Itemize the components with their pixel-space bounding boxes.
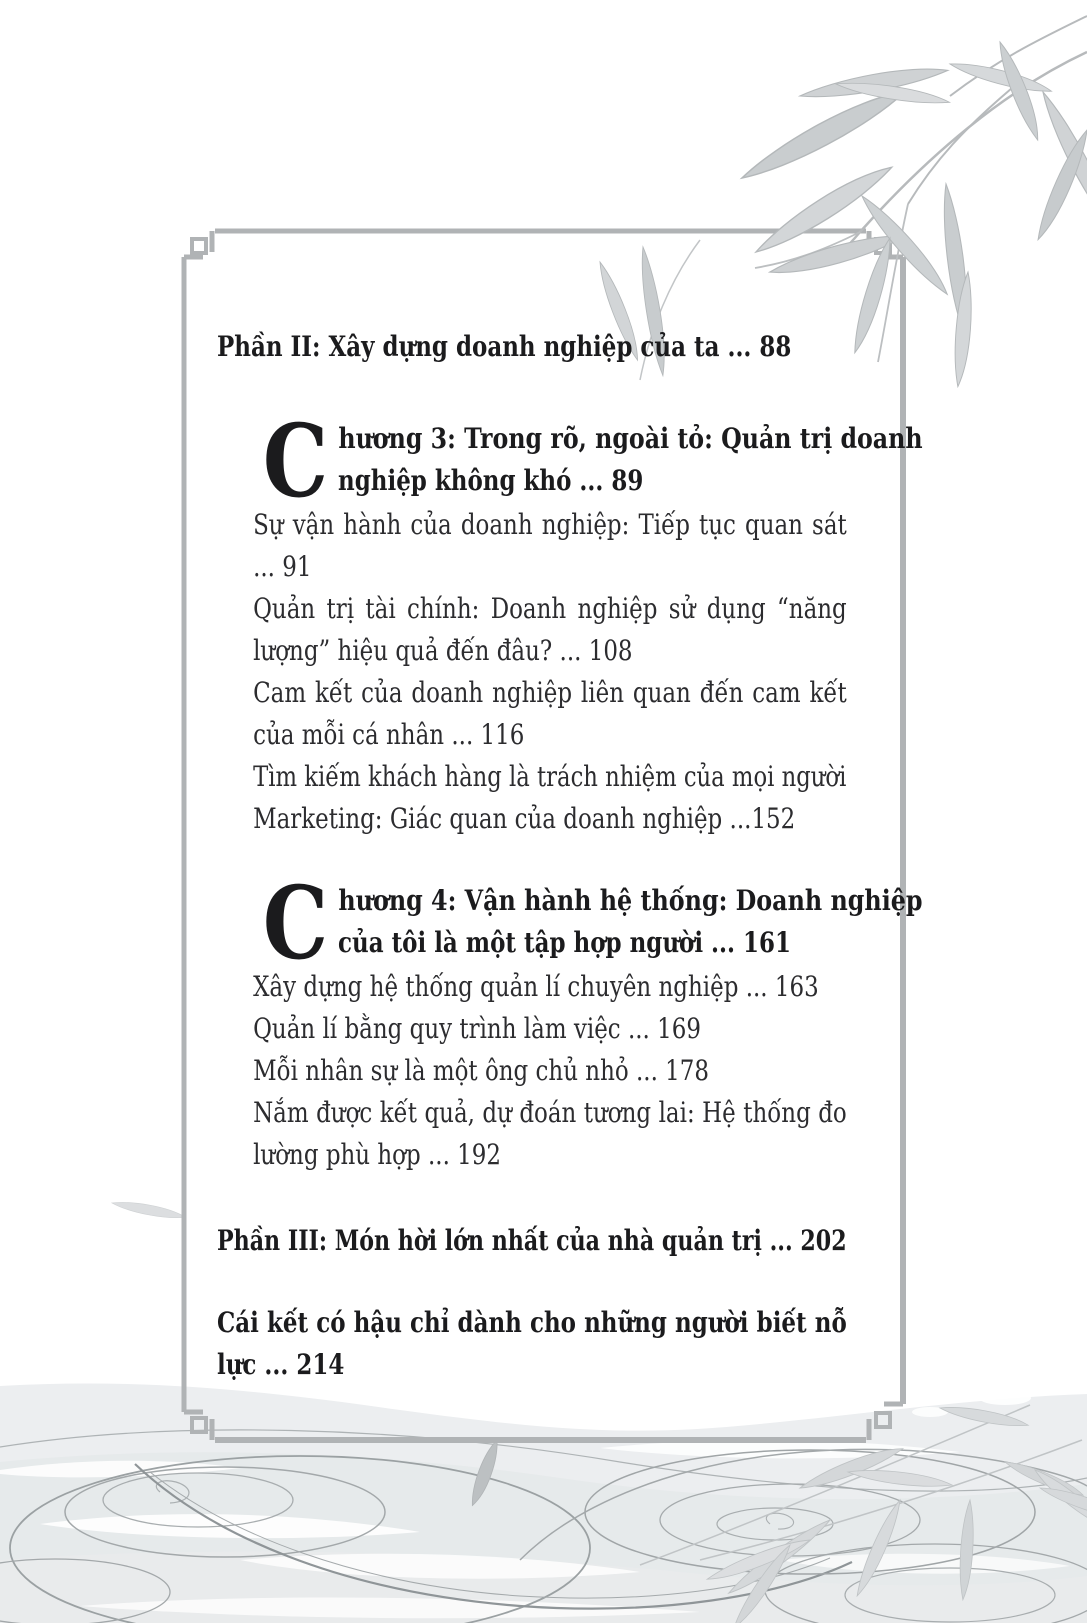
part-iii-heading: [217, 1220, 847, 1262]
chapter-3-title-line2: nghiệp không khó ... 89: [338, 464, 644, 497]
chapter-4-title-line2: của tôi là một tập hợp người ... 161: [338, 926, 791, 959]
chapter-3-heading: [262, 402, 923, 520]
chapter-3-dropcap: C: [262, 402, 329, 520]
floating-leaf: [111, 1197, 186, 1222]
chapter-4-dropcap: C: [262, 864, 329, 982]
table-of-contents: [217, 326, 923, 1414]
chapter-4-heading: [262, 864, 923, 982]
toc-entry-marketing: Marketing: Giác quan của doanh nghiệp ...152: [253, 802, 796, 835]
chapter-3-title-line1-text: hương 3: Trong rõ, ngoài tỏ: Quản trị doanh: [338, 422, 923, 455]
part-iii-heading-text: Phần III: Món hời lớn nhất của nhà quản trị ... 202: [217, 1224, 847, 1257]
toc-entry-commitment: Cam kết của doanh nghiệp liên quan đến cam kết của mỗi cá nhân ... 116: [253, 676, 847, 751]
frame-corner-square: [192, 239, 206, 253]
water-highlight: [979, 1391, 1031, 1405]
chapter-4-title-line1: [263, 880, 923, 922]
toc-entry-customers-text: Tìm kiếm khách hàng là trách nhiệm của mọi người: [253, 760, 847, 793]
toc-entry-process: Quản lí bằng quy trình làm việc ... 169: [253, 1012, 701, 1045]
toc-entry-staff: Mỗi nhân sự là một ông chủ nhỏ ... 178: [253, 1054, 709, 1087]
toc-entry-customers: [253, 756, 847, 798]
toc-entry-measurement: Nắm được kết quả, dự đoán tương lai: Hệ thống đo lường phù hợp ... 192: [253, 1096, 847, 1171]
part-ii-heading: Phần II: Xây dựng doanh nghiệp của ta ... 88: [217, 330, 792, 363]
toc-entry-finance: Quản trị tài chính: Doanh nghiệp sử dụng “năng lượng” hiệu quả đến đâu? ... 108: [253, 592, 847, 667]
bamboo-leaf: [1031, 127, 1087, 242]
chapter-4-title-line1-text: hương 4: Vận hành hệ thống: Doanh nghiệp: [338, 884, 923, 917]
toc-entry-system: Xây dựng hệ thống quản lí chuyên nghiệp ... 163: [253, 970, 819, 1003]
ending-heading: Cái kết có hậu chỉ dành cho những người biết nỗ lực ... 214: [217, 1306, 847, 1381]
chapter-3-title-line1: [263, 418, 923, 460]
toc-entry-operations: Sự vận hành của doanh nghiệp: Tiếp tục quan sát ... 91: [253, 508, 847, 583]
